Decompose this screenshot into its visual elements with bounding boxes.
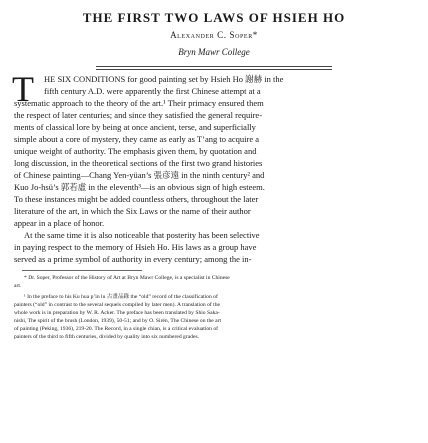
body-line: the respect of later centuries; and since they satisfied the general require- (14, 110, 263, 120)
body-line: At the same time it is also noticeable that posterity has been selective (24, 230, 260, 240)
body-line: Kuo Jo-hsü’s 郭若虛 in the eleventh³—is an obvious sign of high esteem. (14, 182, 265, 192)
header-rule-bottom (96, 69, 332, 70)
paper-title: THE FIRST TWO LAWS OF HSIEH HO (82, 10, 346, 25)
body-line: ments of classical lore by being at once ancient, terse, and superficially (14, 122, 256, 132)
author-name: Alexander C. Soper* (170, 30, 258, 40)
author-affiliation: Bryn Mawr College (178, 47, 250, 57)
header-rule-top (96, 66, 332, 67)
body-line: To these instances might be added countless others, throughout the later (14, 194, 259, 204)
footnote-separator (22, 270, 142, 271)
footnote-line: * Dr. Soper, Professor of the History of Art at Bryn Mawr College, is a specialist in Chinese (24, 275, 230, 281)
body-line: HE SIX CONDITIONS for good painting set by Hsieh Ho 謝赫 in the (44, 74, 284, 84)
footnote-line: ¹ In the preface to his Ku hua p’in lu 古畫品錄 the “old” record of the classification of (24, 294, 218, 300)
body-line: fifth century A.D. were apparently the first Chinese attempt at a (44, 86, 261, 96)
footnote-line: nishi, The spirit of the brush (London, 1939), 50-51; and by O. Sirén, The Chinese on the art (14, 318, 222, 324)
body-line: systematic approach to the theory of the art.¹ Their primacy ensured them (14, 98, 264, 108)
body-line: unique weight of authority. The emphasis given them, by quotation and (14, 146, 257, 156)
drop-cap: T (12, 69, 34, 109)
body-line: literature of the art, in which the Six Laws or the name of their author (14, 206, 251, 216)
footnote-line: of painting (Peking, 1936), 219-20. The Record, in a single chian, is a critical evaluation of (14, 326, 219, 332)
body-line: long discussion, in the theoretical sections of the first two grand histories (14, 158, 263, 168)
body-line: in paying respect to the memory of Hsieh Ho. His laws as a group have (14, 242, 257, 252)
body-line: of Chinese painting—Chang Yen-yüan’s 張彦遠 in the ninth century² and (14, 170, 265, 180)
body-line: appear in a place of honor. (14, 218, 105, 228)
footnote-line: painters (“old” in contrast to the several sequels compiled by later men). A translation of the (14, 302, 220, 308)
footnote-line: whole work is in preparation by W. R. Acker. The preface has been translated by Shio Saka- (14, 310, 220, 316)
footnote-line: art. (14, 283, 22, 289)
body-line: served as a prime symbol of authority in every century; among the in- (14, 254, 252, 264)
body-line: simple about a core of mystery, they came as early as T’ang to acquire a (14, 134, 259, 144)
footnote-line: painters of the third to fifth centuries, divided by quality into six numbered grades. (14, 334, 200, 340)
